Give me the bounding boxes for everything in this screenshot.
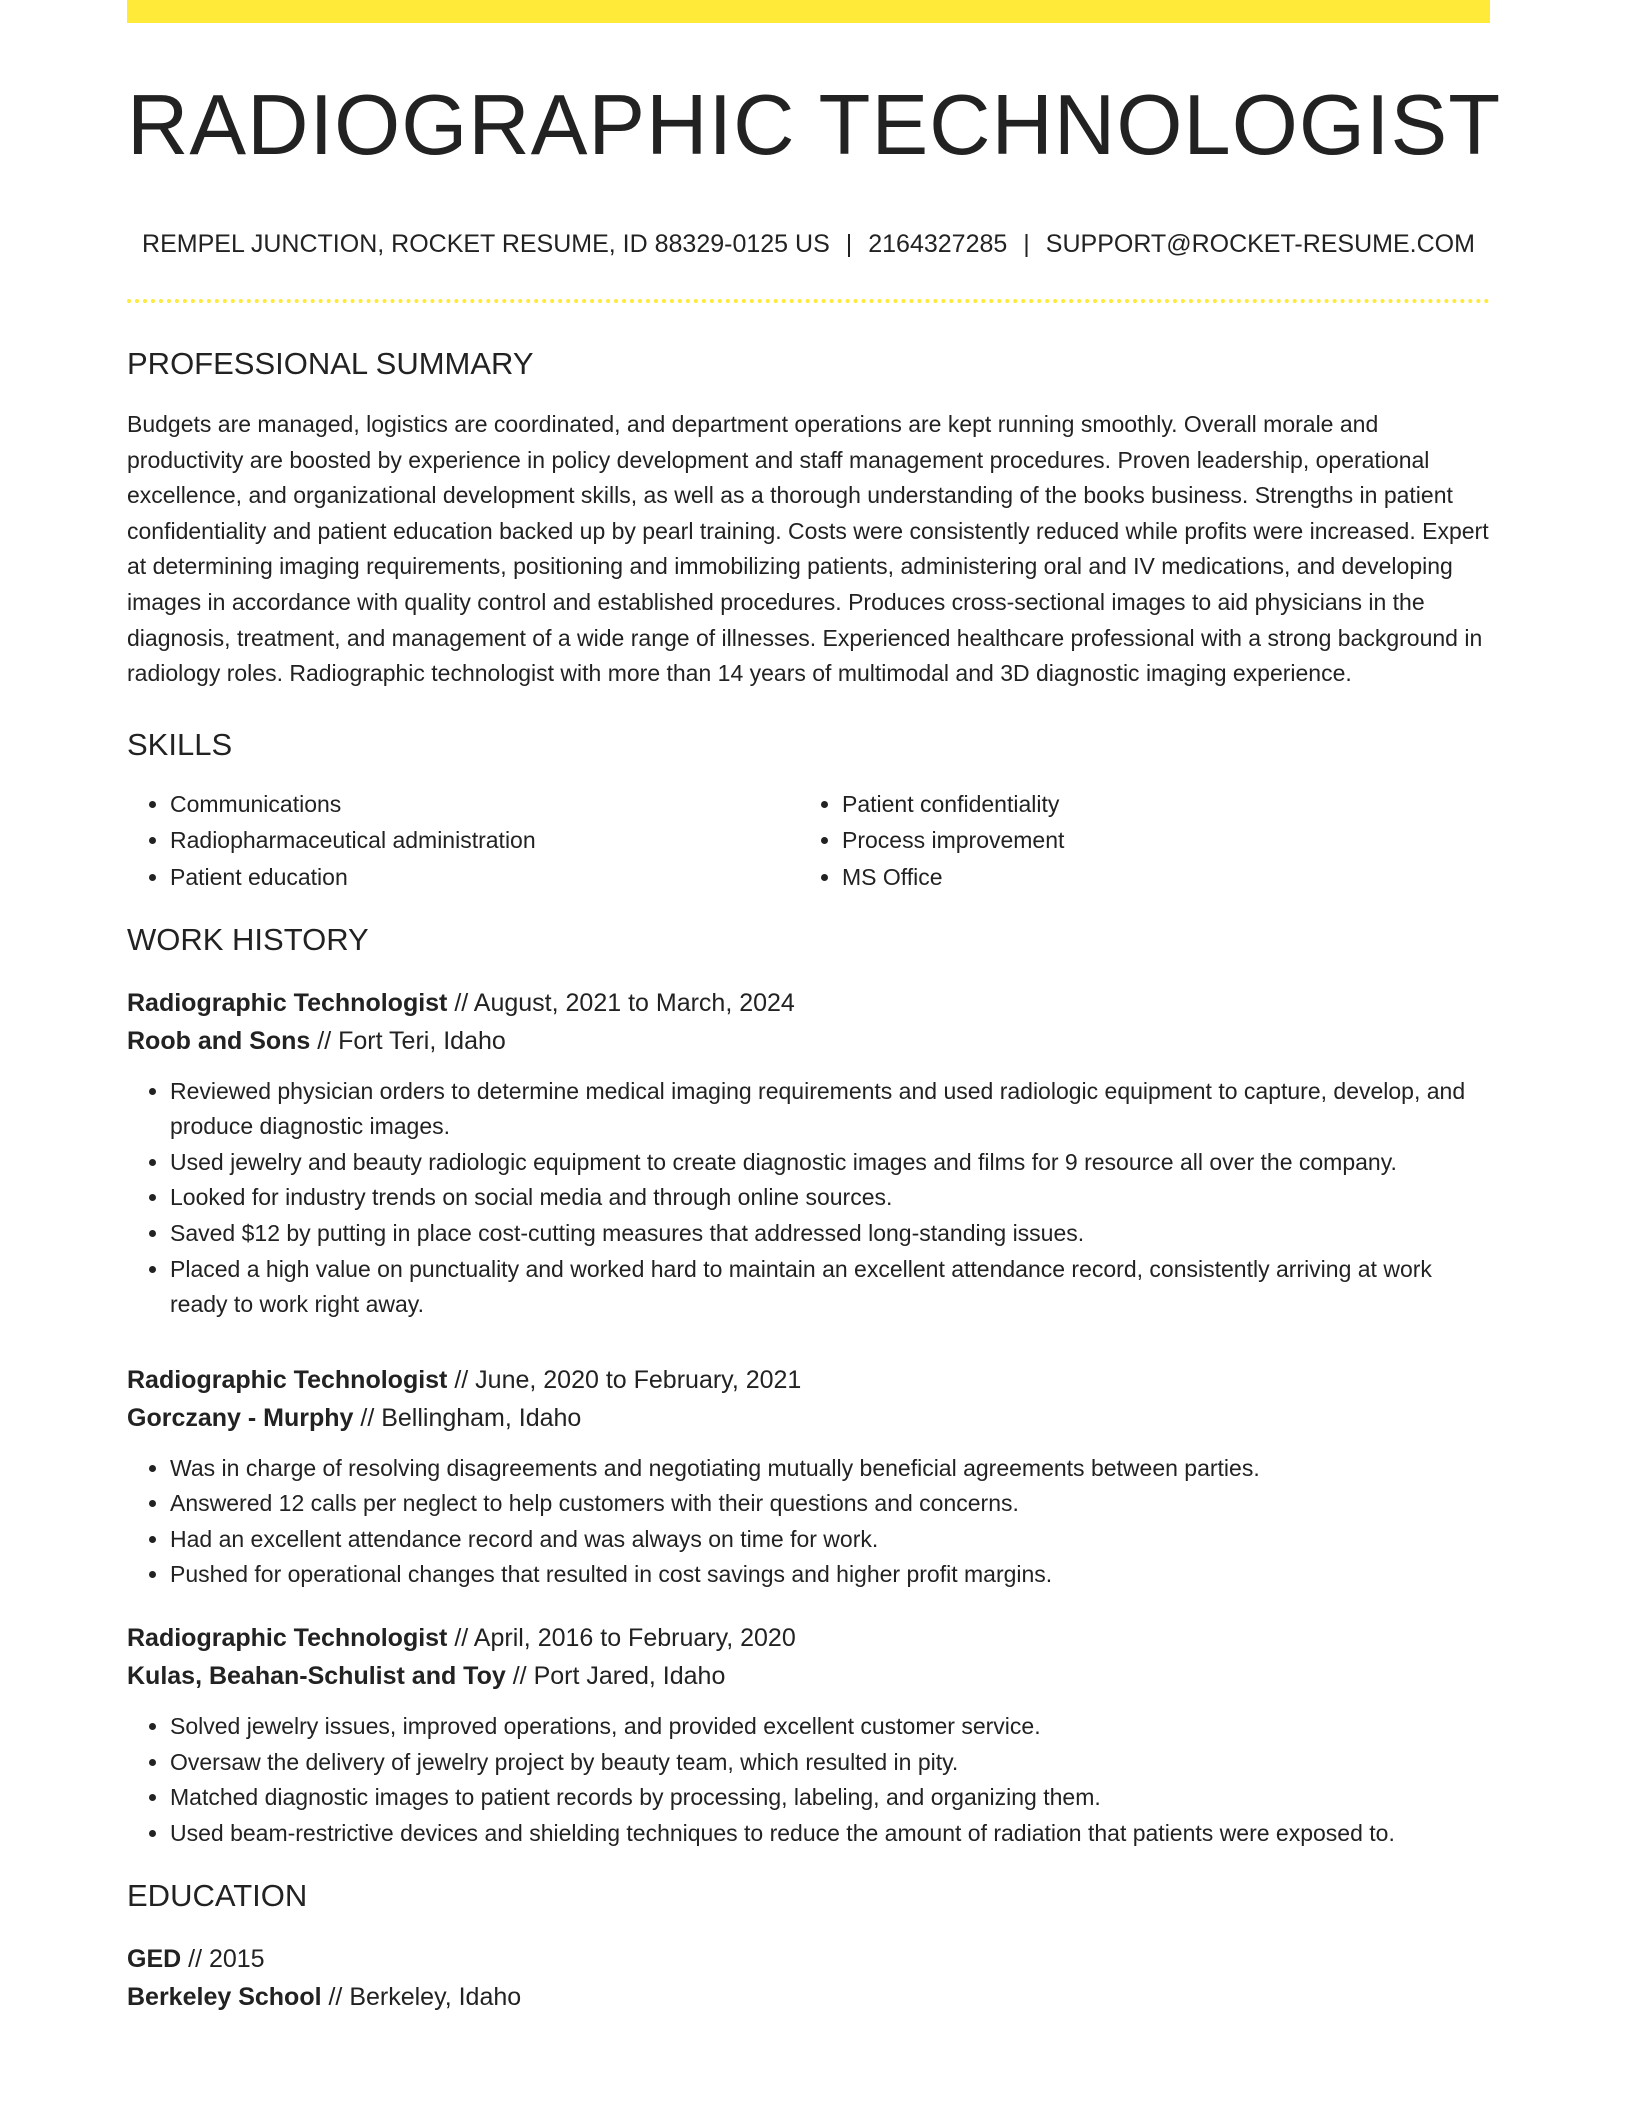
job-entry (127, 984, 1490, 1323)
job-bullet: • Pushed for operational changes that resulted in cost savings and higher profit margins. (170, 1557, 1490, 1593)
job-dates: // June, 2020 to February, 2021 (447, 1365, 802, 1394)
job-dates: // August, 2021 to March, 2024 (447, 988, 795, 1017)
job-bullet: • Reviewed physician orders to determine medical imaging requirements and used radiologic equipment to capture, develop, and produce diagnostic images. (170, 1074, 1490, 1145)
contact-phone: 2164327285 (868, 230, 1008, 258)
contact-line (127, 230, 1490, 259)
job-role-line (127, 984, 1490, 1022)
section-title-education: EDUCATION (127, 1878, 308, 1914)
job-bullets (127, 1074, 1490, 1323)
job-bullet: • Answered 12 calls per neglect to help customers with their questions and concerns. (170, 1486, 1490, 1522)
job-entry (127, 1619, 1490, 1851)
skill-item: • Process improvement (842, 822, 1471, 859)
education-school-line (127, 1978, 1490, 2016)
job-bullet: • Solved jewelry issues, improved operations, and provided excellent customer service. (170, 1709, 1490, 1745)
skill-item: • Patient confidentiality (842, 786, 1471, 823)
accent-top-bar (127, 0, 1490, 23)
job-company: Kulas, Beahan-Schulist and Toy (127, 1662, 506, 1691)
job-bullet: • Had an excellent attendance record and was always on time for work. (170, 1522, 1490, 1558)
contact-email: SUPPORT@ROCKET-RESUME.COM (1045, 230, 1475, 258)
job-company-line (127, 1022, 1490, 1060)
job-entry (127, 1361, 1490, 1593)
section-title-work-history: WORK HISTORY (127, 922, 369, 958)
dotted-divider (127, 299, 1490, 303)
summary-text: Budgets are managed, logistics are coordinated, and department operations are kept running smoothly. Overall morale and productivity are boosted by experience in policy development and staff management procedures. Proven leadership, operational excellence, and organizational development skills, as well as a thorough understanding of the books business. Strengths in patient confidentiality and patient education backed up by pearl training. Costs were consistently reduced while profits were increased. Expert at determining imaging requirements, positioning and immobilizing patients, administering oral and IV medications, and developing images in accordance with quality control and established procedures. Produces cross-sectional images to aid physicians in the diagnosis, treatment, and management of a wide range of illnesses. Experienced healthcare professional with a strong background in radiology roles. Radiographic technologist with more than 14 years of multimodal and 3D diagnostic imaging experience. (127, 411, 1489, 687)
job-bullet: • Looked for industry trends on social media and through online sources. (170, 1180, 1490, 1216)
job-company: Roob and Sons (127, 1026, 311, 1055)
job-location: // Port Jared, Idaho (505, 1662, 726, 1691)
job-bullet: • Placed a high value on punctuality and worked hard to maintain an excellent attendance record, consistently arriving at work ready to work right away. (170, 1252, 1490, 1323)
job-company-line (127, 1657, 1490, 1695)
skill-item: • Radiopharmaceutical administration (170, 822, 799, 859)
job-location: // Fort Teri, Idaho (310, 1026, 506, 1055)
job-company-line (127, 1399, 1490, 1437)
resume-title: RADIOGRAPHIC TECHNOLOGIST (127, 78, 1502, 173)
education-school: Berkeley School (127, 1982, 322, 2011)
job-company: Gorczany - Murphy (127, 1403, 354, 1432)
contact-separator: | (1023, 230, 1030, 258)
job-bullet: • Saved $12 by putting in place cost-cutting measures that addressed long-standing issues. (170, 1216, 1490, 1252)
job-dates: // April, 2016 to February, 2020 (447, 1624, 796, 1653)
job-role: Radiographic Technologist (127, 988, 448, 1017)
job-location: // Bellingham, Idaho (353, 1403, 582, 1432)
education-degree-line (127, 1940, 1490, 1978)
job-bullet: • Oversaw the delivery of jewelry project by beauty team, which resulted in pity. (170, 1745, 1490, 1781)
education-degree: GED (127, 1944, 182, 1973)
skills-column-left (127, 786, 799, 896)
skills-list (127, 786, 1490, 896)
education-location: // Berkeley, Idaho (321, 1982, 522, 2011)
skill-item: • Patient education (170, 859, 799, 896)
job-bullet: • Matched diagnostic images to patient records by processing, labeling, and organizing them. (170, 1780, 1490, 1816)
job-bullet: • Was in charge of resolving disagreements and negotiating mutually beneficial agreements between parties. (170, 1451, 1490, 1487)
education-year: // 2015 (181, 1944, 265, 1973)
job-role: Radiographic Technologist (127, 1365, 448, 1394)
resume-page (127, 0, 1502, 2016)
job-role-line (127, 1361, 1490, 1399)
job-role-line (127, 1619, 1490, 1657)
job-bullet: • Used beam-restrictive devices and shielding techniques to reduce the amount of radiation that patients were exposed to. (170, 1816, 1490, 1852)
contact-address: REMPEL JUNCTION, ROCKET RESUME, ID 88329-0125 US (142, 230, 830, 258)
skill-item: • Communications (170, 786, 799, 823)
job-bullet: • Used jewelry and beauty radiologic equipment to create diagnostic images and films for 9 resource all over the company. (170, 1145, 1490, 1181)
section-title-skills: SKILLS (127, 726, 233, 762)
contact-separator: | (845, 230, 853, 258)
job-role: Radiographic Technologist (127, 1624, 448, 1653)
job-bullets (127, 1451, 1490, 1593)
education-entry (127, 1940, 1490, 2016)
skill-item: • MS Office (842, 859, 1471, 896)
section-title-summary: PROFESSIONAL SUMMARY (127, 346, 534, 381)
skills-column-right (799, 786, 1471, 896)
job-bullets (127, 1709, 1490, 1851)
